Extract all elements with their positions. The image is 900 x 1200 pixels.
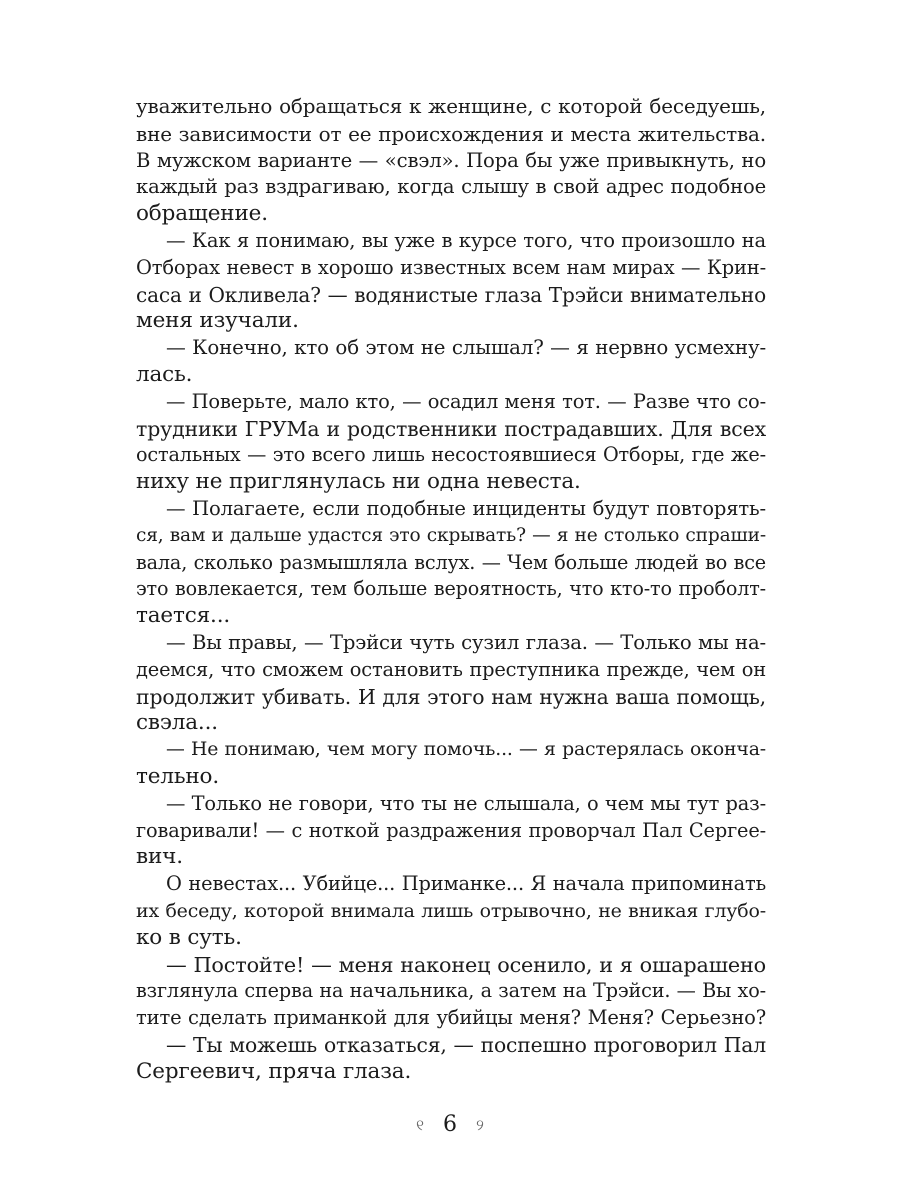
text-line: — Постойте! — меня наконец осенило, и я ошарашено: [166, 952, 766, 977]
text-line: уважительно обращаться к женщине, с которой беседуешь,: [136, 95, 766, 118]
text-line: взглянула сперва на начальника, а затем на Трэйси. — Вы хо-: [136, 979, 766, 1003]
text-line: трудники ГРУМа и родственники пострадавших. Для всех: [136, 416, 766, 441]
text-line: Сергеевич, пряча глаза.: [136, 1058, 412, 1084]
text-line: — Полагаете, если подобные инциденты будут повторять-: [166, 496, 766, 520]
text-line: остальных — это всего лишь несостоявшиеся Отборы, где же-: [136, 443, 766, 467]
text-line: ниху не приглянулась ни одна невеста.: [136, 469, 581, 495]
ornament-left-icon: ୧: [416, 1115, 424, 1134]
text-line: говаривали! — с ноткой раздражения проворчал Пал Сергее-: [136, 818, 766, 842]
text-line: тельно.: [136, 763, 220, 789]
text-line: вала, сколько размышляла вслух. — Чем больше людей во все: [136, 550, 766, 574]
text-line: вич.: [136, 844, 183, 870]
text-line: их беседу, которой внимала лишь отрывочно, не вникая глубо-: [136, 899, 766, 922]
body-text: [136, 94, 766, 1085]
text-line: меня изучали.: [136, 308, 299, 334]
text-line: — Конечно, кто об этом не слышал? — я нервно усмехну-: [166, 336, 766, 360]
text-line: обращение.: [136, 201, 268, 227]
text-line: — Только не говори, что ты не слышала, о чем мы тут раз-: [166, 791, 766, 815]
text-line: вне зависимости от ее происхождения и места жительства.: [136, 121, 766, 146]
text-line: свэла...: [136, 710, 218, 736]
text-line: — Не понимаю, чем могу помочь... — я растерялась оконча-: [166, 739, 766, 761]
text-line: тите сделать приманкой для убийцы меня? Меня? Серьезно?: [136, 1006, 766, 1030]
text-line: — Поверьте, мало кто, — осадил меня тот. — Разве что со-: [166, 389, 766, 413]
text-line: — Ты можешь отказаться, — поспешно проговорил Пал: [166, 1032, 766, 1057]
text-line: О невестах... Убийце... Приманке... Я начала припоминать: [166, 872, 766, 896]
text-line: лась.: [136, 361, 193, 387]
text-line: деемся, что сможем остановить преступника прежде, чем он: [136, 657, 766, 681]
text-line: ко в суть.: [136, 924, 242, 950]
ornament-right-icon: ୧: [476, 1115, 484, 1134]
text-line: продолжит убивать. И для этого нам нужна ваша помощь,: [136, 684, 766, 709]
text-line: тается...: [136, 603, 231, 629]
text-line: ся, вам и дальше удастся это скрывать? — я не столько спраши-: [136, 524, 766, 546]
text-line: В мужском варианте — «свэл». Пора бы уже привыкнуть, но: [136, 148, 766, 172]
text-line: — Вы правы, — Трэйси чуть сузил глаза. — Только мы на-: [166, 630, 766, 654]
text-line: саса и Окливела? — водянистые глаза Трэйси внимательно: [136, 282, 766, 307]
text-line: это вовлекается, тем больше вероятность, что кто-то проболт-: [136, 577, 766, 601]
text-line: — Как я понимаю, вы уже в курсе того, что произошло на: [166, 228, 766, 252]
text-line: Отборах невест в хорошо известных всем нам мирах — Крин-: [136, 255, 766, 279]
page-footer: [0, 1112, 900, 1137]
text-line: каждый раз вздрагиваю, когда слышу в свой адрес подобное: [136, 175, 766, 199]
page-number: 6: [443, 1112, 457, 1137]
